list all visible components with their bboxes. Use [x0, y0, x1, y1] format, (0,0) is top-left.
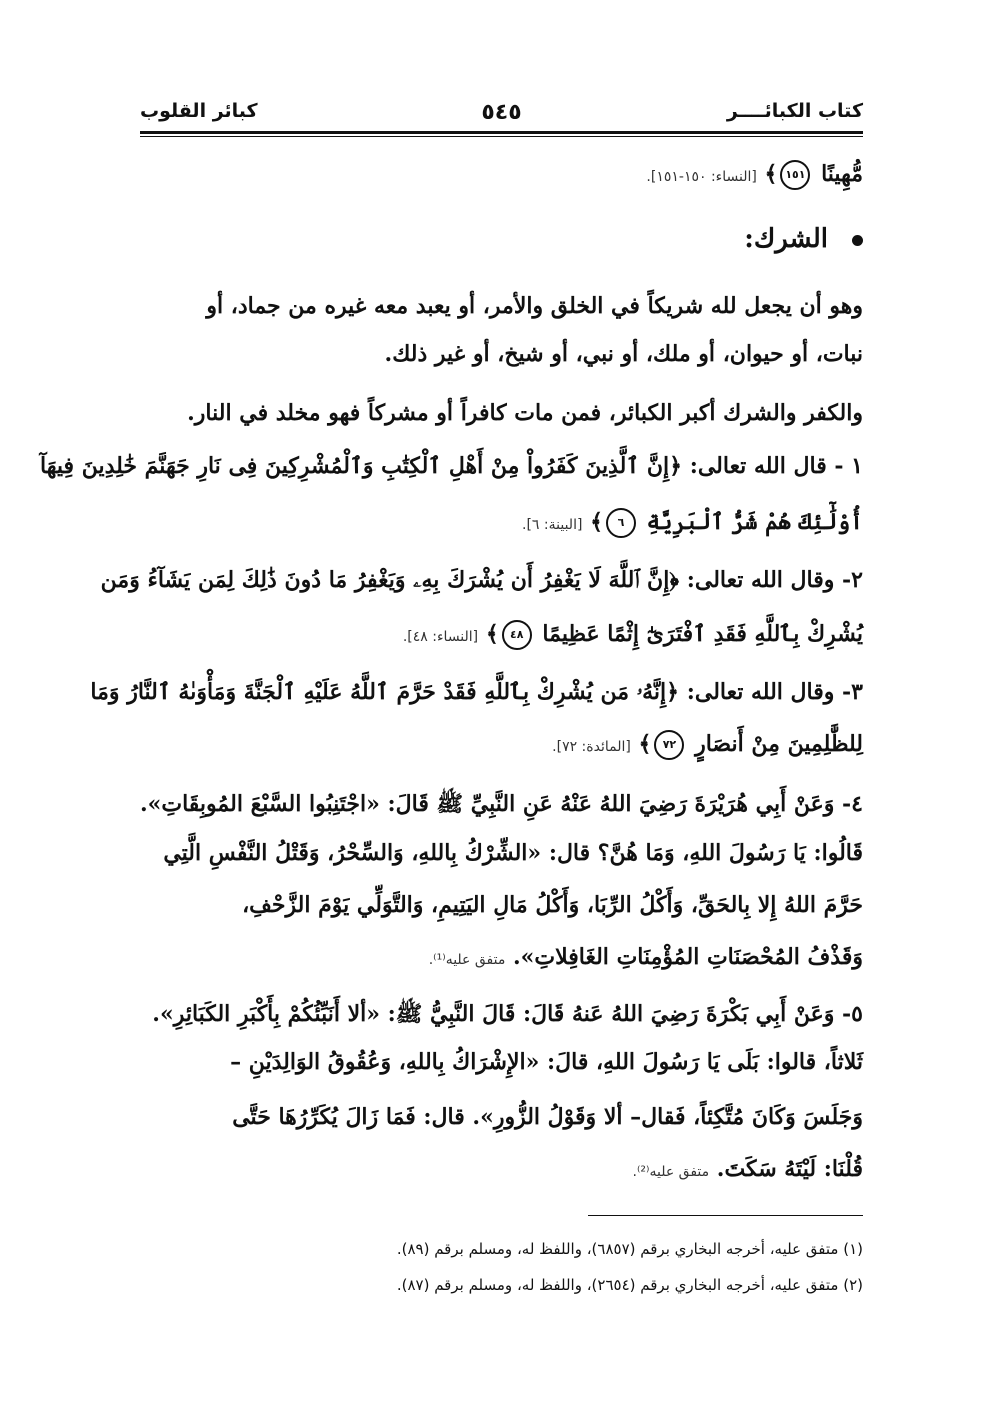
verse-number-mark: ٦ [606, 508, 636, 538]
closing-ornament-icon: ﴾ [590, 509, 603, 535]
section-heading [140, 224, 863, 254]
hadith-reference: متفق عليه⁽¹⁾. [428, 952, 506, 968]
footnote: (١) متفق عليه، أخرجه البخاري برقم (٦٨٥٧)، واللفظ له، ومسلم برقم (٨٩). [396, 1240, 863, 1258]
page-number: ٥٤٥ [481, 100, 522, 125]
verse-text: ﴿إِنَّ ٱللَّهَ لَا يَغْفِرُ أَن يُشْرَكَ بِهِۦ وَيَغْفِرُ مَا دُونَ ذَٰلِكَ لِمَن يَشَآءُ وَمَن [100, 567, 680, 593]
verse-text: ﴿إِنَّهُۥ مَن يُشْرِكْ بِٱللَّهِ فَقَدْ حَرَّمَ ٱللَّهُ عَلَيْهِ ٱلْجَنَّةَ وَمَأْوَىٰهُ ٱلنَّارُ وَمَا [90, 679, 680, 705]
hadith-line: ثَلاثاً، قالوا: بَلَى يَا رَسُولَ اللهِ، قالَ: «الإِشْرَاكُ بِاللهِ، وَعُقُوقُ الوَالِدَيْنِ – [230, 1049, 863, 1075]
verse-text: ﴿إِنَّ ٱلَّذِينَ كَفَرُواْ مِنْ أَهْلِ ٱلْكِتَٰبِ وَٱلْمُشْرِكِينَ فِى نَارِ جَهَنَّمَ خَٰلِدِينَ فِيهَآ [40, 453, 683, 479]
hadith-reference: متفق عليه⁽²⁾. [632, 1164, 710, 1180]
verse-text: يُشْرِكْ بِٱللَّهِ فَقَدِ ٱفْتَرَىٰٓ إِثْمًا عَظِيمًا [542, 621, 863, 647]
hadith-line: حَرَّمَ اللهُ إِلا بِالحَقِّ، وَأَكْلُ الرِّبَا، وَأَكْلُ مَالِ اليَتِيمِ، وَالتَّوَلِّي يَوْمَ الزَّحْفِ، [242, 892, 863, 918]
verse-number-mark: ٤٨ [502, 620, 532, 650]
item-3-line [90, 679, 863, 705]
hadith-text: وَقَذْفُ المُحْصَنَاتِ المُؤْمِنَاتِ الغَافِلاتِ». [513, 944, 863, 970]
closing-ornament-icon: ﴾ [485, 621, 499, 647]
hadith-line: ٤- وَعَنْ أَبِي هُرَيْرَةَ رَضِيَ اللهُ عَنْهُ عَنِ النَّبِيِّ ﷺ قَالَ: «اجْتَنِبُوا السَّبْعَ المُوبِقَاتِ». [139, 791, 863, 817]
item-intro: ٣- وقال الله تعالى: [686, 679, 863, 705]
hadith-text: قُلْنَا: لَيْتَهُ سَكَتَ. [716, 1156, 863, 1182]
verse-citation: [النساء: ١٥٠-١٥١]. [646, 169, 757, 185]
item-2-line [100, 567, 863, 593]
verse-citation: [النساء: ٤٨]. [402, 629, 479, 645]
item-intro: ٢- وقال الله تعالى: [686, 567, 863, 593]
closing-ornament-icon: ﴾ [638, 731, 652, 757]
header-rule [140, 131, 863, 134]
hadith-line [140, 1156, 863, 1182]
verse-text: لِلظَّٰلِمِينَ مِنْ أَنصَارٍ [695, 731, 863, 757]
item-2-line [140, 620, 863, 650]
verse-citation: [البينة: ٦]. [522, 517, 583, 533]
footnote: (٢) متفق عليه، أخرجه البخاري برقم (٢٦٥٤)، واللفظ له، ومسلم برقم (٨٧). [396, 1276, 863, 1294]
closing-ornament-icon: ﴾ [764, 161, 778, 187]
verse-number-mark: ٧٢ [654, 730, 684, 760]
paragraph-line: وهو أن يجعل لله شريكاً في الخلق والأمر، أو يعبد معه غيره من جماد، أو [206, 293, 863, 319]
chapter-title: كبائر القلوب [140, 100, 258, 122]
header-rule-thin [140, 136, 863, 137]
heading-text: الشرك: [744, 224, 828, 254]
item-3-line [140, 730, 863, 760]
hadith-line: وَجَلَسَ وَكَانَ مُتَّكِئاً، فَقال– ألا وَقَوْلُ الزُّورِ». قال: فَمَا زَالَ يُكَرِّرُهَا حَتَّى [232, 1104, 863, 1130]
verse-text: أُوْلَٰٓئِكَ هُمْ شَرُّ ٱلْبَرِيَّةِ [646, 509, 863, 535]
verse-text: مُّهِينًا [821, 161, 863, 187]
item-1-line [40, 453, 863, 479]
item-intro: ١ - قال الله تعالى: [689, 453, 863, 479]
footnote-rule [588, 1215, 863, 1216]
book-title: كتاب الكبائــــر [726, 100, 863, 122]
paragraph-line: نبات، أو حيوان، أو ملك، أو نبي، أو شيخ، أو غير ذلك. [384, 341, 863, 367]
paragraph-line: والكفر والشرك أكبر الكبائر، فمن مات كافراً أو مشركاً فهو مخلد في النار. [187, 400, 863, 426]
item-1-line [140, 508, 863, 538]
verse-number-mark: ١٥١ [780, 160, 810, 190]
verse-citation: [المائدة: ٧٢]. [552, 739, 631, 755]
hadith-line: قَالُوا: يَا رَسُولَ اللهِ، وَمَا هُنَّ؟ قال: «الشِّرْكُ بِاللهِ، وَالسِّحْرُ، وَقَتْلُ النَّفْسِ الَّتِي [163, 840, 863, 866]
hadith-line: ٥- وَعَنْ أَبِي بَكْرَةَ رَضِيَ اللهُ عَنهُ قَالَ: قَالَ النَّبِيُّ ﷺ: «ألا أَنَبِّئُكُمْ بِأَكْبَرِ الكَبَائِرِ». [152, 1001, 863, 1027]
hadith-line [140, 944, 863, 970]
running-header [140, 100, 863, 134]
verse-continuation [140, 160, 863, 190]
bullet-icon [852, 235, 863, 246]
